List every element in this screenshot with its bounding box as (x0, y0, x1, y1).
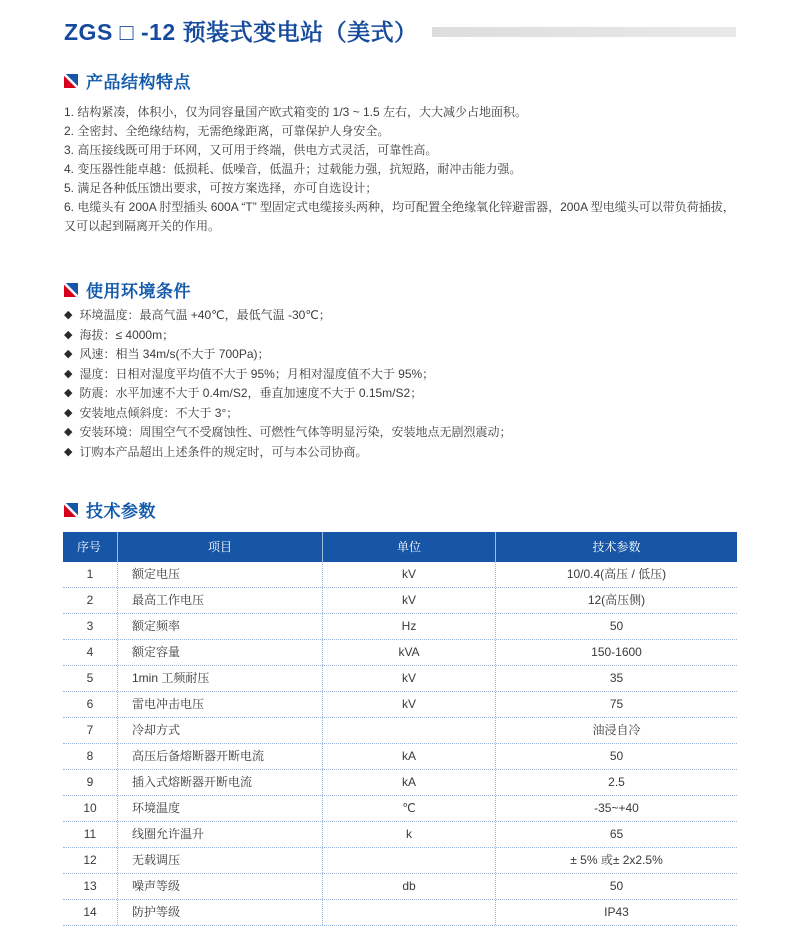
cell-parameter: 2.5 (608, 775, 625, 789)
cell-item: 防护等级 (118, 900, 323, 925)
diamond-bullet-icon: ◆ (64, 445, 73, 458)
section-marker-icon (64, 503, 78, 517)
table-row (63, 640, 737, 666)
environment-item (64, 306, 740, 326)
cell-parameter: 50 (609, 749, 624, 763)
cell-index: 11 (63, 822, 118, 847)
cell-parameter: 50 (609, 879, 624, 893)
spec-table-header-cell: 项目 (118, 532, 323, 562)
cell-index: 2 (63, 588, 118, 613)
environment-item (64, 345, 740, 365)
feature-list (64, 103, 740, 236)
cell-index: 3 (63, 614, 118, 639)
table-row (63, 614, 737, 640)
table-row (63, 588, 737, 614)
spec-table-header-cell: 技术参数 (592, 540, 641, 554)
features-heading-label: 产品结构特点 (86, 73, 191, 92)
cell-item: 冷却方式 (118, 718, 323, 743)
diamond-bullet-icon: ◆ (64, 309, 73, 321)
cell-index: 5 (63, 666, 118, 691)
cell-unit: ℃ (323, 796, 496, 821)
environment-list (64, 306, 740, 462)
table-row (63, 770, 737, 796)
cell-item: 无载调压 (118, 848, 323, 873)
environment-item-text: 海拔：≤ 4000m； (79, 327, 175, 342)
cell-unit: db (323, 874, 496, 899)
environment-item (64, 404, 740, 424)
environment-item-text: 订购本产品超出上述条件的规定时，可与本公司协商。 (79, 444, 368, 459)
spec-table (63, 532, 737, 926)
table-row (63, 562, 737, 588)
cell-item: 高压后备熔断器开断电流 (118, 744, 323, 769)
cell-index: 1 (63, 562, 118, 587)
diamond-bullet-icon: ◆ (64, 406, 73, 419)
cell-parameter: 35 (609, 671, 624, 685)
cell-parameter: 12(高压侧) (587, 593, 646, 607)
environment-item-text: 环境温度：最高气温 +40℃，最低气温 -30℃； (79, 308, 331, 322)
table-row (63, 666, 737, 692)
spec-table-header-row (63, 532, 737, 562)
cell-item: 雷电冲击电压 (118, 692, 323, 717)
environment-heading-label: 使用环境条件 (86, 282, 191, 301)
cell-item: 噪声等级 (118, 874, 323, 899)
cell-parameter: 150-1600 (591, 645, 642, 659)
cell-unit: k (323, 822, 496, 847)
table-row (63, 848, 737, 874)
feature-item: 4. 变压器性能卓越：低损耗、低噪音，低温升；过载能力强，抗短路，耐冲击能力强。 (64, 162, 522, 176)
cell-unit (323, 718, 496, 743)
section-marker-icon (64, 283, 78, 297)
feature-item: 1. 结构紧凑，体积小，仅为同容量国产欧式箱变的 1/3 ~ 1.5 左右，大大减少占地面积。 (64, 105, 528, 119)
page-header (64, 14, 736, 47)
environment-item (64, 443, 740, 463)
cell-unit: kV (323, 692, 496, 717)
cell-parameter: ± 5% 或± 2x2.5% (570, 853, 663, 867)
section-marker-icon (64, 74, 78, 88)
table-row (63, 822, 737, 848)
cell-item: 额定频率 (118, 614, 323, 639)
diamond-bullet-icon: ◆ (64, 328, 73, 341)
cell-index: 12 (63, 848, 118, 873)
title-decor-bar (432, 27, 736, 37)
cell-index: 4 (63, 640, 118, 665)
cell-item: 额定容量 (118, 640, 323, 665)
cell-parameter: 50 (609, 619, 624, 633)
environment-section-heading (64, 277, 191, 302)
environment-item-text: 安装环境：周围空气不受腐蚀性、可燃性气体等明显污染，安装地点无剧烈震动； (79, 425, 512, 439)
diamond-bullet-icon: ◆ (64, 426, 73, 438)
feature-item: 5. 满足各种低压馈出要求，可按方案选择，亦可自选设计； (64, 181, 378, 195)
cell-parameter: 65 (609, 827, 624, 841)
feature-item: 2. 全密封、全绝缘结构，无需绝缘距离，可靠保护人身安全。 (64, 124, 390, 138)
cell-item: 额定电压 (118, 562, 323, 587)
table-row (63, 796, 737, 822)
specs-heading-label: 技术参数 (86, 502, 156, 521)
cell-index: 7 (63, 718, 118, 743)
table-row (63, 744, 737, 770)
cell-item: 1min 工频耐压 (118, 666, 323, 691)
cell-unit: kV (323, 588, 496, 613)
cell-unit (323, 900, 496, 925)
cell-unit: kA (323, 770, 496, 795)
table-row (63, 692, 737, 718)
table-row (63, 900, 737, 926)
cell-unit: kA (323, 744, 496, 769)
cell-index: 9 (63, 770, 118, 795)
environment-item-text: 湿度：日相对湿度平均值不大于 95%；月相对湿度值不大于 95%； (79, 366, 435, 381)
feature-item: 3. 高压接线既可用于环网，又可用于终端，供电方式灵活，可靠性高。 (64, 143, 438, 157)
cell-item: 插入式熔断器开断电流 (118, 770, 323, 795)
cell-parameter: 油浸自冷 (592, 723, 641, 737)
table-row (63, 718, 737, 744)
page-title: ZGS □ -12 预装式变电站（美式） (64, 19, 418, 45)
table-row (63, 874, 737, 900)
cell-parameter: 75 (609, 697, 624, 711)
environment-item (64, 326, 740, 346)
cell-parameter: 10/0.4(高压 / 低压) (566, 567, 667, 581)
environment-item (64, 384, 740, 404)
cell-unit (323, 848, 496, 873)
environment-item-text: 风速：相当 34m/s(不大于 700Pa)； (79, 347, 270, 361)
environment-item (64, 365, 740, 385)
cell-item: 线圈允许温升 (118, 822, 323, 847)
cell-parameter: IP43 (604, 905, 629, 919)
spec-table-header-cell: 序号 (63, 532, 118, 562)
cell-index: 10 (63, 796, 118, 821)
environment-item (64, 423, 740, 443)
diamond-bullet-icon: ◆ (64, 387, 73, 399)
cell-unit: kV (323, 562, 496, 587)
cell-unit: kV (323, 666, 496, 691)
feature-item: 6. 电缆头有 200A 肘型插头 600A “T” 型固定式电缆接头两种，均可配置全绝缘氧化锌避雷器，200A 型电缆头可以带负荷插拔，又可以起到隔离开关的作用。 (64, 200, 735, 233)
features-section-heading (64, 68, 191, 93)
cell-unit: Hz (323, 614, 496, 639)
cell-item: 最高工作电压 (118, 588, 323, 613)
cell-parameter: -35~+40 (594, 801, 639, 815)
cell-index: 6 (63, 692, 118, 717)
cell-item: 环境温度 (118, 796, 323, 821)
cell-unit: kVA (323, 640, 496, 665)
diamond-bullet-icon: ◆ (64, 367, 73, 380)
spec-table-header-cell: 单位 (323, 532, 496, 562)
cell-index: 14 (63, 900, 118, 925)
spec-table-body (63, 562, 737, 926)
cell-index: 8 (63, 744, 118, 769)
specs-section-heading (64, 497, 156, 522)
environment-item-text: 安装地点倾斜度：不大于 3°； (79, 405, 239, 420)
diamond-bullet-icon: ◆ (64, 348, 73, 360)
cell-index: 13 (63, 874, 118, 899)
environment-item-text: 防震：水平加速不大于 0.4m/S2，垂直加速度不大于 0.15m/S2； (79, 386, 423, 400)
